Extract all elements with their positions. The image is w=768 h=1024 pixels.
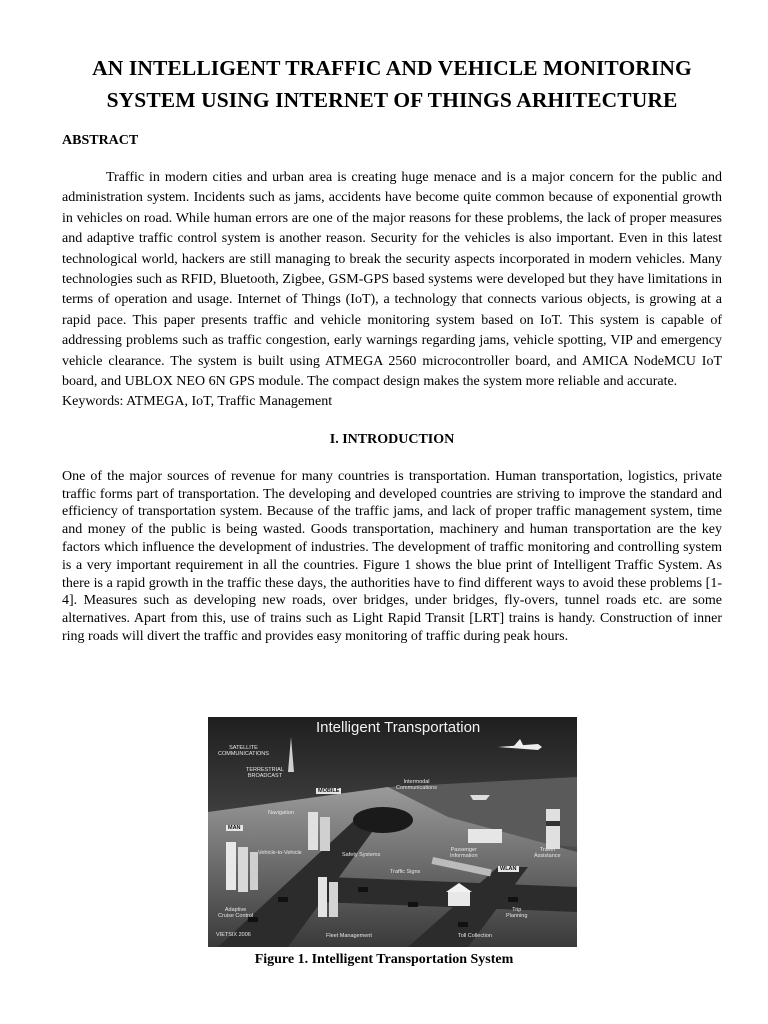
vehicle-to-vehicle-label: Vehicle-to-Vehicle <box>258 850 302 856</box>
man-label: MAN <box>228 825 241 831</box>
abstract-text: Traffic in modern cities and urban area is creating huge menace and is a major concern for the public and administration system. Incidents such as jams, accidents have become quite common because of exponential growth in vehicles on road. While human errors are one of the major reasons for these problems, the lack of proper measures and adaptive traffic control system is another reason. Security for the vehicles is also important. Even in this latest technological world, hackers are still managing to break the security aspects incorporated in modern vehicles. Many technologies such as RFID, Bluetooth, Zigbee, GSM-GPS based systems were developed but they have limitations in terms of operation and usage. Internet of Things (IoT), a technology that connects various objects, is growing at a rapid pace. This paper presents traffic and vehicle monitoring system based on IoT. This system is capable of addressing problems such as traffic congestion, early warnings regarding jams, vehicle spotting, VIP and emergency vehicle clearance. The system is built using ATMEGA 2560 microcontroller board, and AMICA NodeMCU IoT board, and UBLOX NEO 6N GPS module. The compact design makes the system more reliable and accurate. <box>62 170 722 390</box>
intermodal-label: Intermodal Communications <box>396 779 437 791</box>
adaptive-cruise-label: Adaptive Cruise Control <box>218 907 254 919</box>
terrestrial-label: TERRESTRIAL BROADCAST <box>246 767 284 779</box>
keywords: Keywords: ATMEGA, IoT, Traffic Management <box>62 394 333 410</box>
toll-collection-label: Toll Collection <box>458 933 492 939</box>
intelligent-transportation-figure <box>208 717 577 947</box>
fleet-management-label: Fleet Management <box>326 933 372 939</box>
travel-assistance-label: Travel Assistance <box>534 847 561 859</box>
traffic-signs-label: Traffic Signs <box>390 869 421 875</box>
paper-page <box>62 52 722 646</box>
introduction-text: One of the major sources of revenue for many countries is transportation. Human transportation, logistics, private traffic forms part of transportation. The developing and developed countries are striving to improve the standard and efficiency of transportation system. Because of the traffic jams, and lack of proper traffic management system, time and money of the public is being wasted. Goods transportation, machinery and human transportation are the key factors which influence the development of industries. The development of traffic monitoring and controlling system is a very important requirement in all the countries. Figure 1 shows the blue print of Intelligent Traffic System. As there is a rapid growth in the traffic these days, the authorities have to find different ways to avoid these problems [1-4]. Measures such as developing new roads, over bridges, under bridges, fly-overs, tunnel roads etc. are some alternatives. Apart from this, use of trains such as Light Rapid Transit [LRT] trains is handy. Construction of inner ring roads will divert the traffic and provides easy monitoring of traffic during peak hours. <box>62 468 722 645</box>
mobile-label: MOBILE <box>318 788 340 794</box>
passenger-information-label: Passenger Information <box>450 847 478 859</box>
figure-credit: VIETSIX 2006 <box>216 932 251 938</box>
abstract-heading: ABSTRACT <box>62 133 139 148</box>
introduction-heading: I. INTRODUCTION <box>329 431 455 447</box>
figure-caption: Figure 1. Intelligent Transportation System <box>254 952 514 967</box>
wlan-label: WLAN <box>500 866 517 872</box>
paper-title: AN INTELLIGENT TRAFFIC AND VEHICLE MONITORING SYSTEM USING INTERNET OF THINGS ARHITECTURE <box>92 56 692 112</box>
satellite-label: SATELLITE COMMUNICATIONS <box>218 745 269 757</box>
safety-systems-label: Safety Systems <box>342 852 381 858</box>
figure-title: Intelligent Transportation <box>316 719 481 736</box>
trip-planning-label: Trip Planning <box>506 907 528 919</box>
navigation-label: Navigation <box>268 810 294 816</box>
